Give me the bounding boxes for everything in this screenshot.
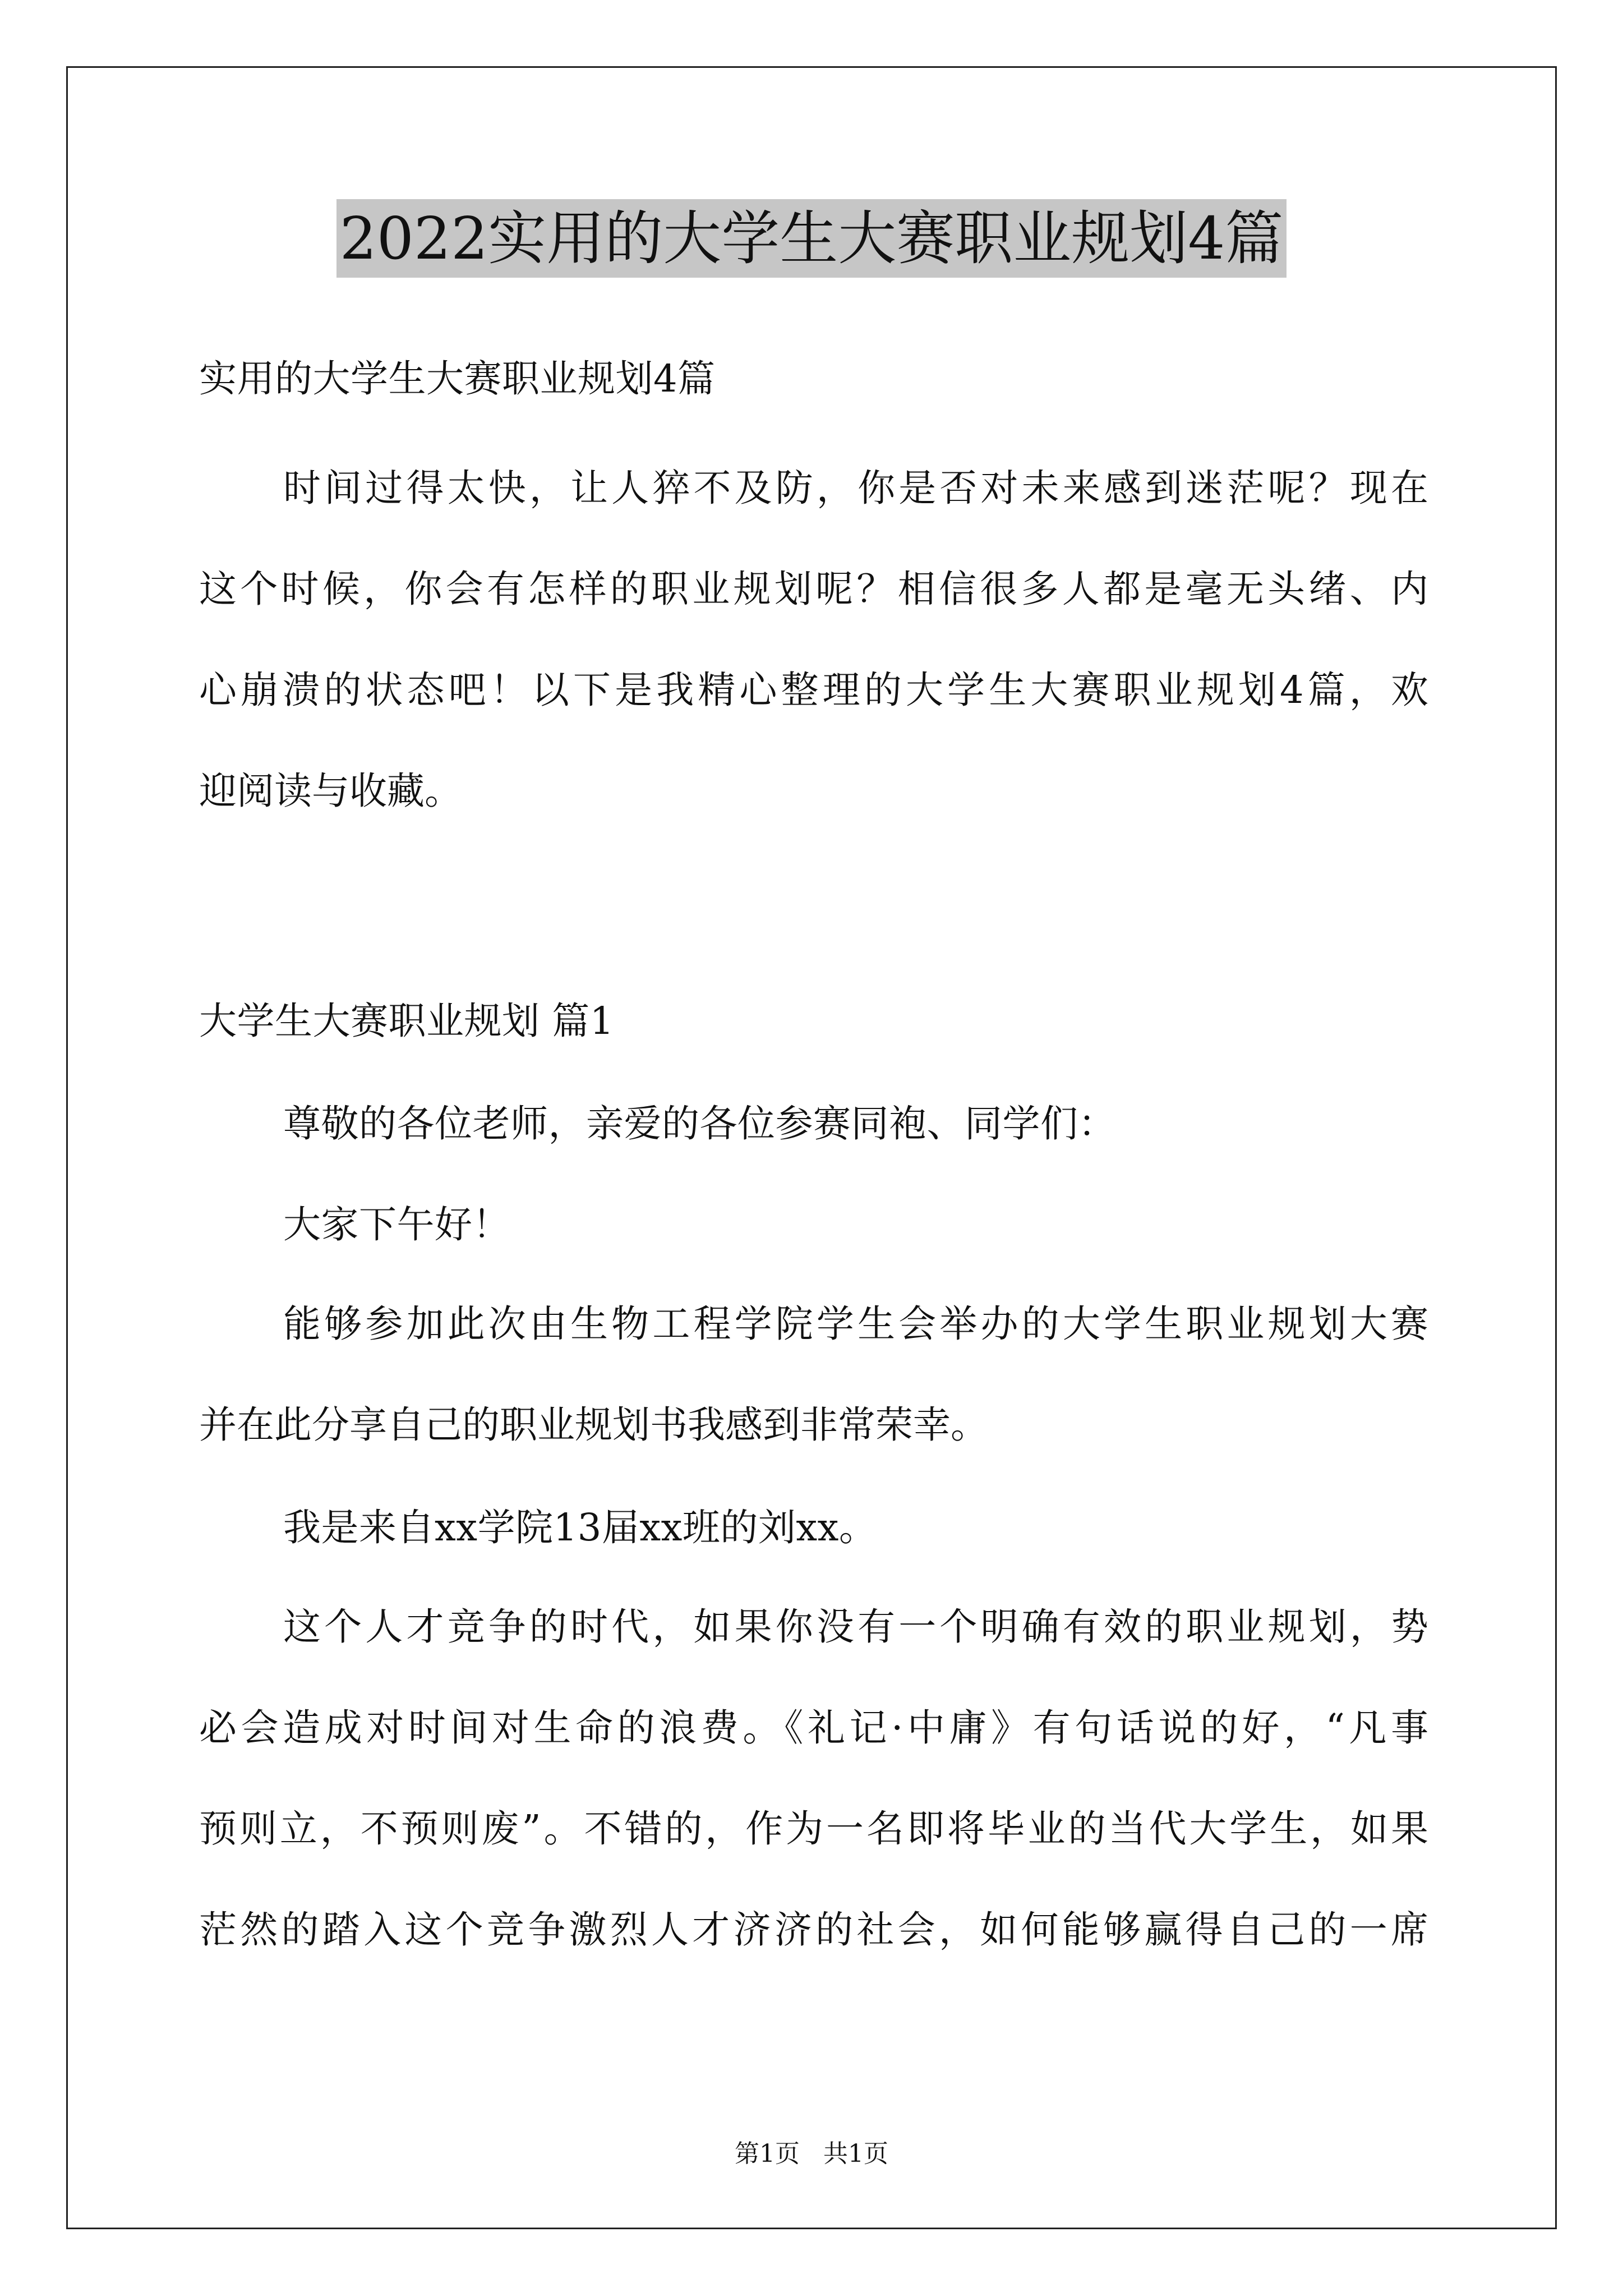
page-total: 共1页 (823, 2139, 888, 2168)
title-container (0, 199, 1623, 278)
paragraph-2 (199, 1576, 1428, 1980)
intro-line: 这个时候，你会有怎样的职业规划呢？相信很多人都是毫无头绪、内 (199, 567, 1428, 611)
paragraph-line: 能够参加此次由生物工程学院学生会举办的大学生职业规划大赛 (283, 1302, 1428, 1346)
paragraph-line: 并在此分享自己的职业规划书我感到非常荣幸。 (199, 1403, 988, 1447)
paragraph-line: 预则立，不预则废”。不错的，作为一名即将毕业的当代大学生，如果 (199, 1807, 1428, 1851)
intro-paragraph (199, 438, 1428, 841)
self-introduction: 我是来自xx学院13届xx班的刘xx。 (283, 1506, 877, 1549)
salutation-line: 大家下午好！ (283, 1203, 510, 1246)
document-title: 2022实用的大学生大赛职业规划4篇 (336, 199, 1287, 278)
footer-spacer (800, 2139, 823, 2168)
paragraph-line: 必会造成对时间对生命的浪费。《礼记·中庸》有句话说的好，“凡事 (199, 1706, 1428, 1750)
greeting-line: 尊敬的各位老师，亲爱的各位参赛同袍、同学们： (283, 1102, 1116, 1145)
page-footer (0, 2137, 1623, 2171)
paragraph-line: 这个人才竞争的时代，如果你没有一个明确有效的职业规划，势 (283, 1605, 1428, 1649)
page-number: 第1页 (735, 2139, 800, 2168)
paragraph-1 (199, 1273, 1428, 1475)
paragraph-line: 茫然的踏入这个竞争激烈人才济济的社会，如何能够赢得自己的一席 (199, 1908, 1428, 1952)
intro-line: 心崩溃的状态吧！以下是我精心整理的大学生大赛职业规划4篇，欢 (199, 668, 1428, 712)
intro-line: 迎阅读与收藏。 (199, 769, 462, 813)
document-subtitle: 实用的大学生大赛职业规划4篇 (199, 357, 716, 401)
intro-line: 时间过得太快，让人猝不及防，你是否对未来感到迷茫呢？现在 (283, 466, 1428, 510)
section-heading: 大学生大赛职业规划 篇1 (199, 999, 614, 1043)
